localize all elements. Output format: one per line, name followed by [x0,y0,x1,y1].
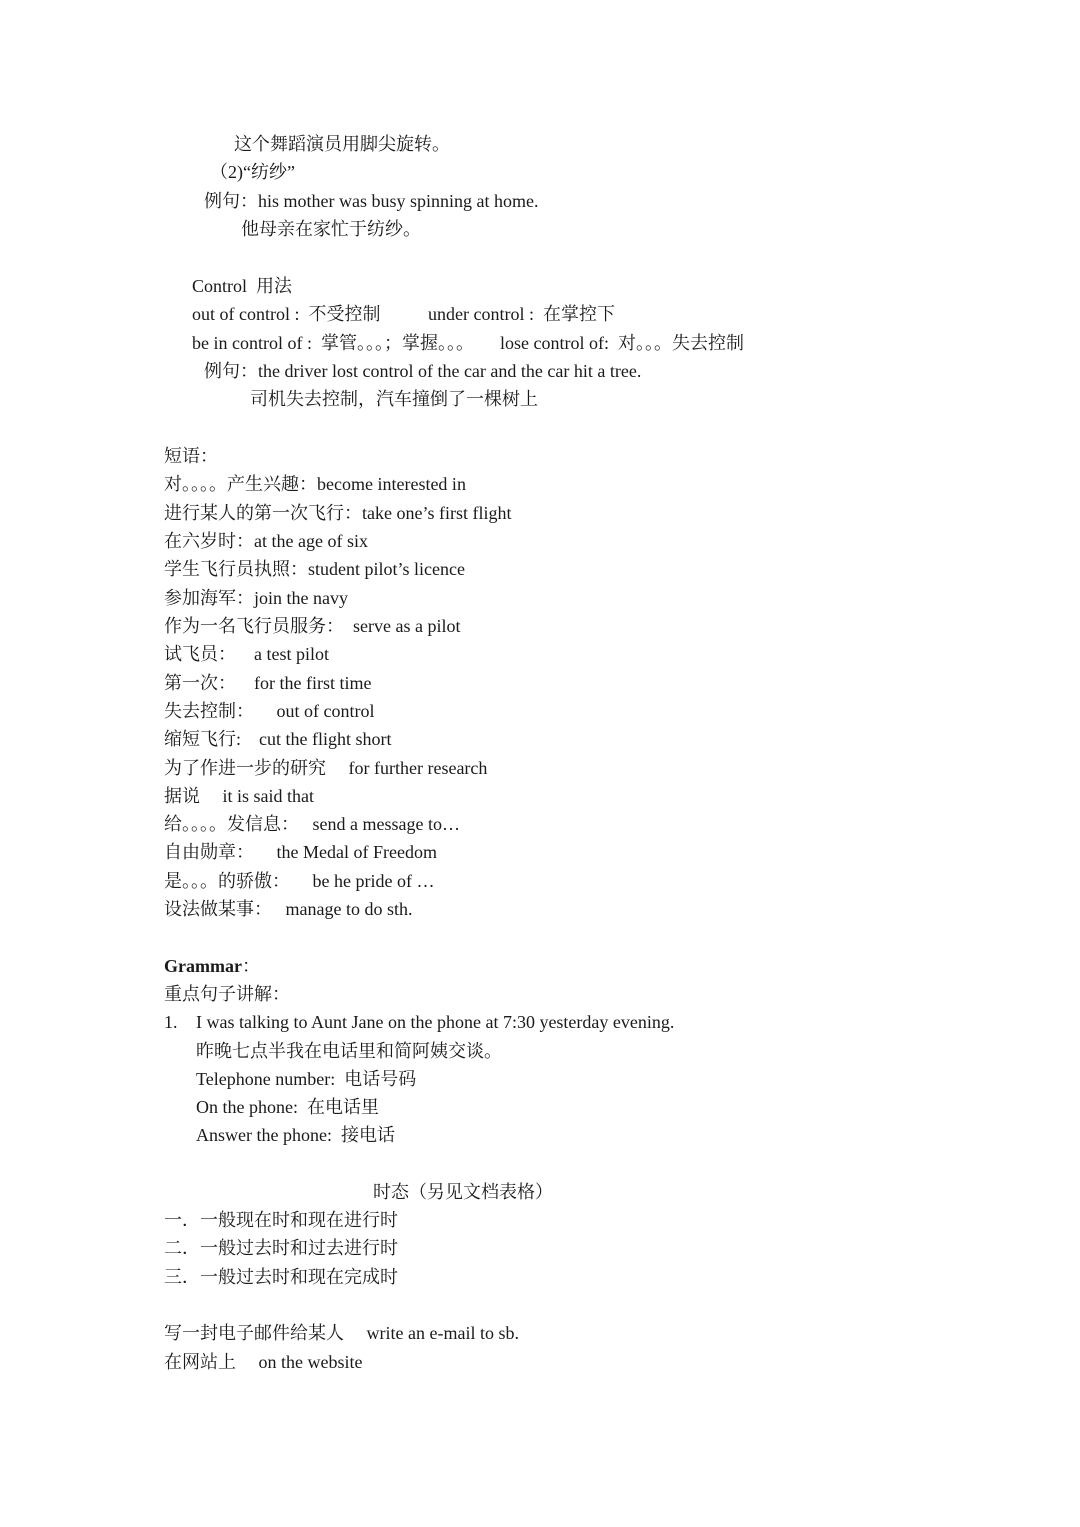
phrase-item: 试飞员： a test pilot [164,644,329,664]
text-line: 例句：his mother was busy spinning at home. [204,191,539,211]
phrase-item: 写一封电子邮件给某人 write an e-mail to sb. [164,1323,519,1343]
tense-item: 三．一般过去时和现在完成时 [164,1267,398,1287]
text-line: 司机失去控制，汽车撞倒了一棵树上 [250,389,538,409]
section-heading: 短语： [164,446,218,466]
section-subheading: 重点句子讲解： [164,984,290,1004]
phrase-item: 对。。。。产生兴趣：become interested in [164,474,466,494]
phrase-item: 失去控制： out of control [164,701,375,721]
tense-item: 一．一般现在时和现在进行时 [164,1210,398,1230]
note-item: Telephone number: 电话号码 [196,1069,417,1089]
phrase-item: 作为一名飞行员服务： serve as a pilot [164,616,461,636]
text-line: under control : 在掌控下 [428,304,615,324]
key-sentence-translation: 昨晚七点半我在电话里和简阿姨交谈。 [196,1041,502,1061]
text-line: 他母亲在家忙于纺纱。 [241,219,421,239]
phrase-item: 第一次： for the first time [164,673,372,693]
phrase-item: 参加海军：join the navy [164,588,348,608]
grammar-heading-colon: ： [241,956,260,976]
phrase-item: 为了作进一步的研究 for further research [164,758,488,778]
text-line: out of control : 不受控制 [192,304,381,324]
phrase-item: 设法做某事： manage to do sth. [164,899,413,919]
tense-title: 时态（另见文档表格） [373,1182,553,1202]
phrase-item: 缩短飞行: cut the flight short [164,729,392,749]
list-number: 1. [164,1012,178,1032]
text-line: （2)“纺纱” [210,162,295,182]
note-item: On the phone: 在电话里 [196,1097,379,1117]
phrase-item: 是。。。的骄傲： be he pride of … [164,871,435,891]
tense-item: 二．一般过去时和过去进行时 [164,1238,398,1258]
text-line: 例句：the driver lost control of the car and the car hit a tree. [204,361,642,381]
grammar-heading [164,953,260,979]
text-line: lose control of: 对。。。失去控制 [500,333,744,353]
phrase-item: 据说 it is said that [164,786,314,806]
section-heading: Control 用法 [192,276,293,296]
note-item: Answer the phone: 接电话 [196,1125,395,1145]
text-line: 这个舞蹈演员用脚尖旋转。 [234,134,450,154]
key-sentence: I was talking to Aunt Jane on the phone at 7:30 yesterday evening. [196,1012,675,1032]
phrase-item: 在网站上 on the website [164,1352,363,1372]
text-line: be in control of : 掌管。。。；掌握。。。 [192,333,474,353]
phrase-item: 自由勋章： the Medal of Freedom [164,842,437,862]
phrase-item: 学生飞行员执照：student pilot’s licence [164,559,465,579]
grammar-heading-label: Grammar [164,956,242,976]
phrase-item: 给。。。。发信息： send a message to… [164,814,460,834]
phrase-item: 进行某人的第一次飞行：take one’s first flight [164,503,512,523]
phrase-item: 在六岁时：at the age of six [164,531,368,551]
